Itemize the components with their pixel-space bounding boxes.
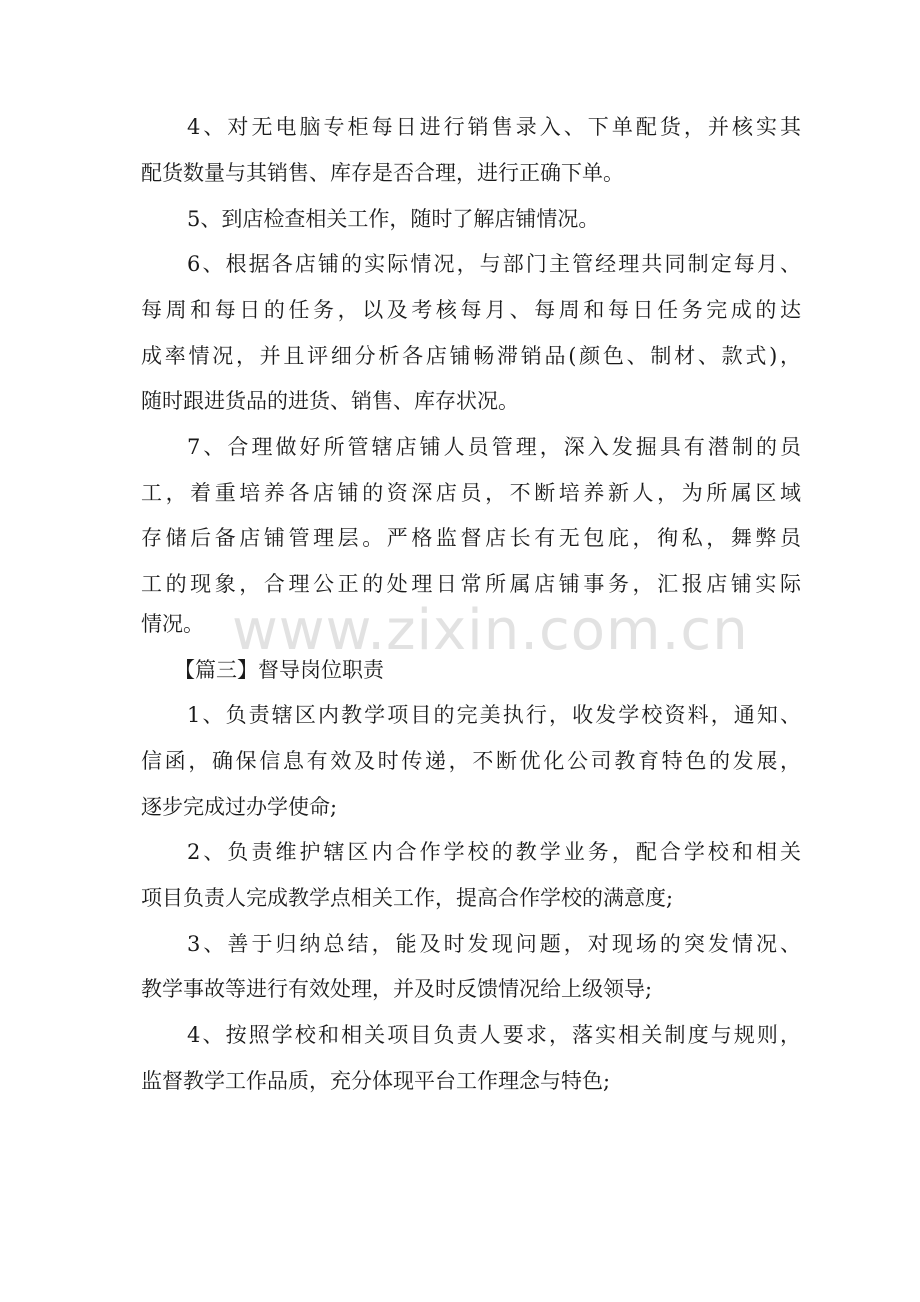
paragraph-line: 4、对无电脑专柜每日进行销售录入、下单配货，并核实其 [187,115,801,139]
paragraph-line: 3、善于归纳总结，能及时发现问题，对现场的突发情况、 [187,932,801,956]
paragraph-line: 工，着重培养各店铺的资深店员，不断培养新人，为所属区域 [141,481,801,505]
paragraph-line: 成率情况，并且评细分析各店铺畅滞销品(颜色、制材、款式)， [141,344,801,368]
paragraph-line: 随时跟进货品的进货、销售、库存状况。 [141,389,519,413]
paragraph-line: 逐步完成过办学使命; [141,795,338,819]
paragraph-line: 5、到店检查相关工作，随时了解店铺情况。 [187,207,600,231]
paragraph-line: 情况。 [141,612,204,636]
paragraph-line: 监督教学工作品质，充分体现平台工作理念与特色; [141,1069,611,1093]
paragraph-line: 每周和每日的任务，以及考核每月、每周和每日任务完成的达 [141,298,801,322]
paragraph-line: 4、按照学校和相关项目负责人要求，落实相关制度与规则， [187,1023,801,1047]
paragraph-line: 6、根据各店铺的实际情况，与部门主管经理共同制定每月、 [187,252,801,276]
paragraph-line: 配货数量与其销售、库存是否合理，进行正确下单。 [141,161,624,185]
paragraph-line: 存储后备店铺管理层。严格监督店长有无包庇，徇私，舞弊员 [141,526,801,550]
paragraph-line: 7、合理做好所管辖店铺人员管理，深入发掘具有潜制的员 [187,435,801,459]
paragraph-line: 1、负责辖区内教学项目的完美执行，收发学校资料，通知、 [187,703,801,727]
section-heading: 【篇三】督导岗位职责 [174,658,384,682]
paragraph-line: 信函，确保信息有效及时传递，不断优化公司教育特色的发展， [141,749,801,773]
paragraph-line: 项目负责人完成教学点相关工作，提高合作学校的满意度; [141,886,674,910]
paragraph-line: 教学事故等进行有效处理，并及时反馈情况给上级领导; [141,977,653,1001]
watermark: www.zixin.com.cn [232,598,749,663]
paragraph-line: 工的现象，合理公正的处理日常所属店铺事务，汇报店铺实际 [141,572,801,596]
paragraph-line: 2、负责维护辖区内合作学校的教学业务，配合学校和相关 [187,840,801,864]
